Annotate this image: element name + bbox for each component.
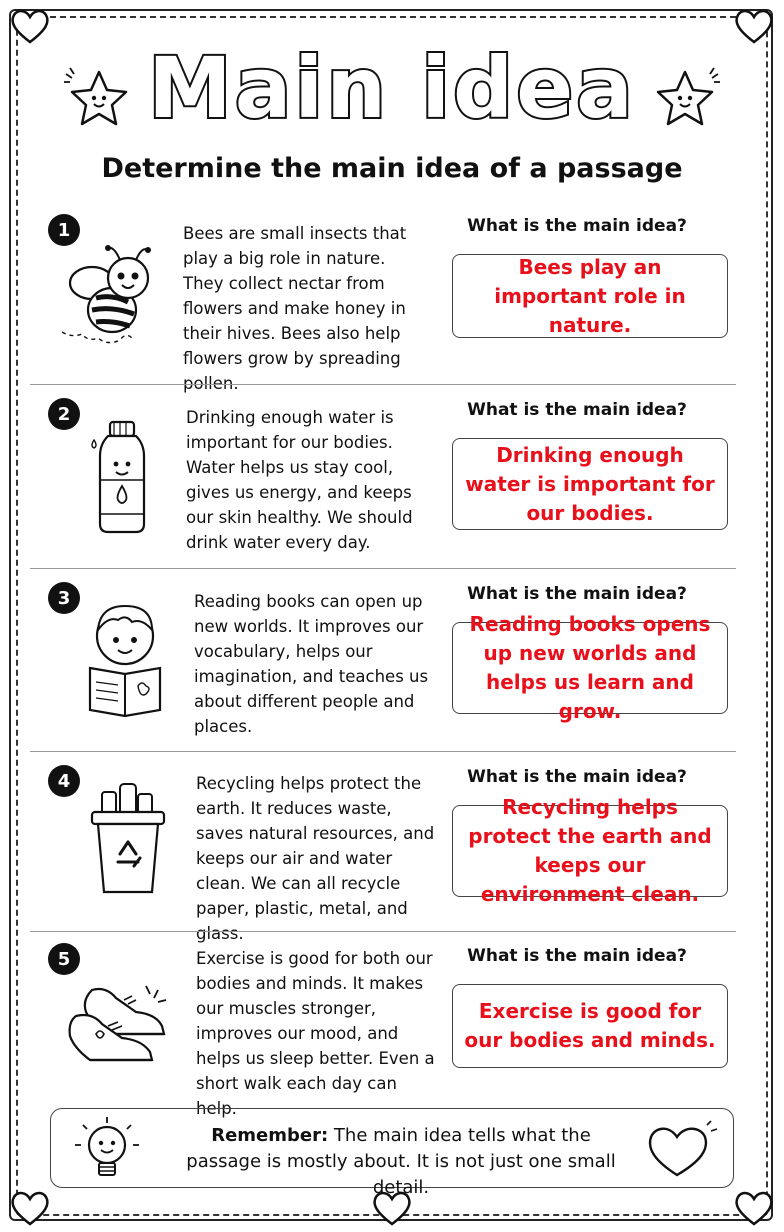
main-idea-answer-box[interactable]: Exercise is good for our bodies and minds. [452,984,728,1068]
passage-text: Drinking enough water is important for our bodies. Water helps us stay cool, gives us energy, and keeps our skin healthy. We should drink water every day. [186,408,413,552]
item-number: 2 [48,398,80,430]
main-idea-answer-box[interactable]: Drinking enough water is important for our bodies. [452,438,728,530]
passage-text: Recycling helps protect the earth. It reduces waste, saves natural resources, and keeps our air and water clean. We can all recycle paper, plastic, metal, and glass. [196,774,435,943]
item-number: 4 [48,765,80,797]
heart-icon [643,1119,719,1181]
section-divider [30,384,736,385]
main-idea-answer-box[interactable]: Bees play an important role in nature. [452,254,728,338]
bee-icon [62,238,162,358]
remember-text [181,1123,621,1201]
section-divider [30,568,736,569]
remember-body: The main idea tells what the passage is mostly about. It is not just one small detail. [186,1125,616,1198]
section-divider [30,751,736,752]
water-bottle-icon [88,420,150,536]
lightbulb-icon [69,1115,145,1183]
passage-text: Exercise is good for both our bodies and minds. It makes our muscles stronger, improves our mood, and helps us sleep better. Even a short walk each day can help. [196,949,435,1118]
heart-icon [732,1188,776,1228]
main-idea-answer-box[interactable]: Recycling helps protect the earth and keeps our environment clean. [452,805,728,897]
page-subtitle: Determine the main idea of a passage [101,153,683,184]
child-reading-book-icon [82,598,168,720]
main-idea-question: What is the main idea? [467,216,687,236]
main-idea-question: What is the main idea? [467,584,687,604]
item-number: 1 [48,214,80,246]
page-title: Main idea [148,39,636,137]
heart-icon [8,1188,52,1228]
recycling-bin-icon [88,782,168,896]
main-idea-question: What is the main idea? [467,400,687,420]
main-idea-question: What is the main idea? [467,946,687,966]
passage-text: Reading books can open up new worlds. It improves our vocabulary, helps our imagination, and teaches us about different people and places. [194,592,429,736]
remember-label: Remember: [211,1125,329,1146]
item-number: 5 [48,943,80,975]
main-idea-question: What is the main idea? [467,767,687,787]
item-number: 3 [48,582,80,614]
passage-text: Bees are small insects that play a big role in nature. They collect nectar from flowers and make honey in their hives. Bees also help flowers grow by spreading pollen. [183,224,407,393]
sneakers-icon [66,982,174,1068]
section-divider [30,931,736,932]
title-banner [0,38,784,138]
remember-box [50,1108,734,1198]
main-idea-answer-box[interactable]: Reading books opens up new worlds and helps us learn and grow. [452,622,728,714]
